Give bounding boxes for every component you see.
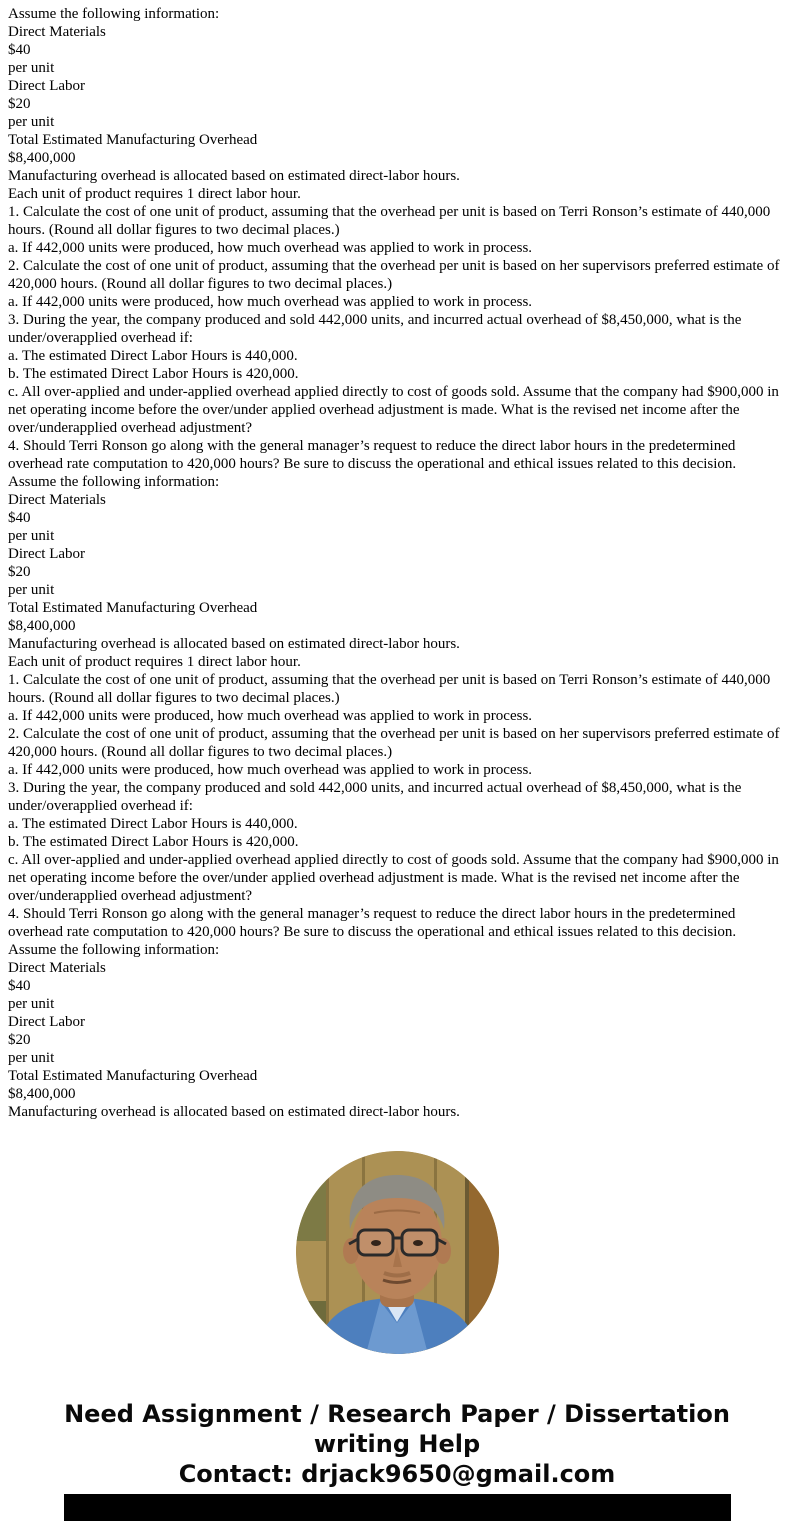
question-text-line: per unit <box>8 114 55 130</box>
question-text-line: Direct Materials <box>8 960 106 976</box>
question-text-line: c. All over-applied and under-applied overhead applied directly to cost of goods sold. Assume that the company had $900,000 in net operating income before the over/under applied overhead adjustment is made. What is the revised net income after the over/underapplied overhead adjustment? <box>8 852 779 904</box>
question-text-line: 1. Calculate the cost of one unit of product, assuming that the overhead per unit is based on Terri Ronson’s estimate of 440,000 hours. (Round all dollar figures to two decimal places.) <box>8 672 771 706</box>
question-text-line: Assume the following information: <box>8 942 220 958</box>
question-text-line: 2. Calculate the cost of one unit of product, assuming that the overhead per unit is based on her supervisors preferred estimate of 420,000 hours. (Round all dollar figures to two decimal places.) <box>8 258 780 292</box>
question-text-line: 1. Calculate the cost of one unit of product, assuming that the overhead per unit is based on Terri Ronson’s estimate of 440,000 hours. (Round all dollar figures to two decimal places.) <box>8 204 771 238</box>
question-text-line: 3. During the year, the company produced and sold 442,000 units, and incurred actual overhead of $8,450,000, what is the under/overapplied overhead if: <box>8 312 742 346</box>
question-text-line: $20 <box>8 1032 31 1048</box>
question-text-line: per unit <box>8 60 55 76</box>
bottom-black-bar <box>64 1494 731 1521</box>
question-text-line: Assume the following information: <box>8 474 220 490</box>
question-text-line: $40 <box>8 42 31 58</box>
question-text-line: $20 <box>8 564 31 580</box>
presenter-photo-svg <box>296 1151 499 1354</box>
question-text-line: a. The estimated Direct Labor Hours is 440,000. <box>8 816 298 832</box>
question-text-line: per unit <box>8 996 55 1012</box>
question-text-line: Total Estimated Manufacturing Overhead <box>8 132 258 148</box>
question-text-line: Direct Labor <box>8 546 86 562</box>
question-text-line: $8,400,000 <box>8 618 76 634</box>
question-text-line: Total Estimated Manufacturing Overhead <box>8 600 258 616</box>
question-text-line: $8,400,000 <box>8 150 76 166</box>
question-text-line: per unit <box>8 528 55 544</box>
question-text-line: a. If 442,000 units were produced, how much overhead was applied to work in process. <box>8 294 533 310</box>
question-text-line: 4. Should Terri Ronson go along with the general manager’s request to reduce the direct labor hours in the predetermined overhead rate computation to 420,000 hours? Be sure to discuss the operational and ethical issues related to this decision. <box>8 438 737 472</box>
question-text-line: Manufacturing overhead is allocated based on estimated direct-labor hours. <box>8 1104 460 1120</box>
question-text-line: Each unit of product requires 1 direct labor hour. <box>8 654 301 670</box>
question-text-line: a. If 442,000 units were produced, how much overhead was applied to work in process. <box>8 240 533 256</box>
question-text-line: Total Estimated Manufacturing Overhead <box>8 1068 258 1084</box>
question-text-line: $8,400,000 <box>8 1086 76 1102</box>
question-text-line: a. The estimated Direct Labor Hours is 440,000. <box>8 348 298 364</box>
question-text-line: $40 <box>8 978 31 994</box>
question-text-line: 4. Should Terri Ronson go along with the general manager’s request to reduce the direct labor hours in the predetermined overhead rate computation to 420,000 hours? Be sure to discuss the operational and ethical issues related to this decision. <box>8 906 737 940</box>
question-text-line: c. All over-applied and under-applied overhead applied directly to cost of goods sold. Assume that the company had $900,000 in net operating income before the over/under applied overhead adjustment is made. What is the revised net income after the over/underapplied overhead adjustment? <box>8 384 779 436</box>
question-text-line: Direct Materials <box>8 492 106 508</box>
question-text-line: $40 <box>8 510 31 526</box>
question-text-line: Direct Materials <box>8 24 106 40</box>
question-text-line: b. The estimated Direct Labor Hours is 420,000. <box>8 366 299 382</box>
presenter-avatar <box>296 1151 499 1354</box>
question-text-line: Direct Labor <box>8 78 86 94</box>
question-text-line: per unit <box>8 582 55 598</box>
question-text-line: per unit <box>8 1050 55 1066</box>
question-text-line: 3. During the year, the company produced and sold 442,000 units, and incurred actual overhead of $8,450,000, what is the under/overapplied overhead if: <box>8 780 742 814</box>
question-text-line: Manufacturing overhead is allocated based on estimated direct-labor hours. <box>8 636 460 652</box>
footer-ad <box>0 1399 794 1489</box>
question-text-line: a. If 442,000 units were produced, how much overhead was applied to work in process. <box>8 708 533 724</box>
contact-email-text: Contact: drjack9650@gmail.com <box>178 1460 616 1488</box>
question-text-line: Direct Labor <box>8 1014 86 1030</box>
question-text-line: $20 <box>8 96 31 112</box>
question-text-line: Manufacturing overhead is allocated based on estimated direct-labor hours. <box>8 168 460 184</box>
question-text-line: Each unit of product requires 1 direct labor hour. <box>8 186 301 202</box>
help-offer-text: Need Assignment / Research Paper / Dissertation writing Help <box>64 1400 730 1458</box>
question-text-line: Assume the following information: <box>8 6 220 22</box>
question-text-line: 2. Calculate the cost of one unit of product, assuming that the overhead per unit is based on her supervisors preferred estimate of 420,000 hours. (Round all dollar figures to two decimal places.) <box>8 726 780 760</box>
question-text-line: a. If 442,000 units were produced, how much overhead was applied to work in process. <box>8 762 533 778</box>
question-text-line: b. The estimated Direct Labor Hours is 420,000. <box>8 834 299 850</box>
